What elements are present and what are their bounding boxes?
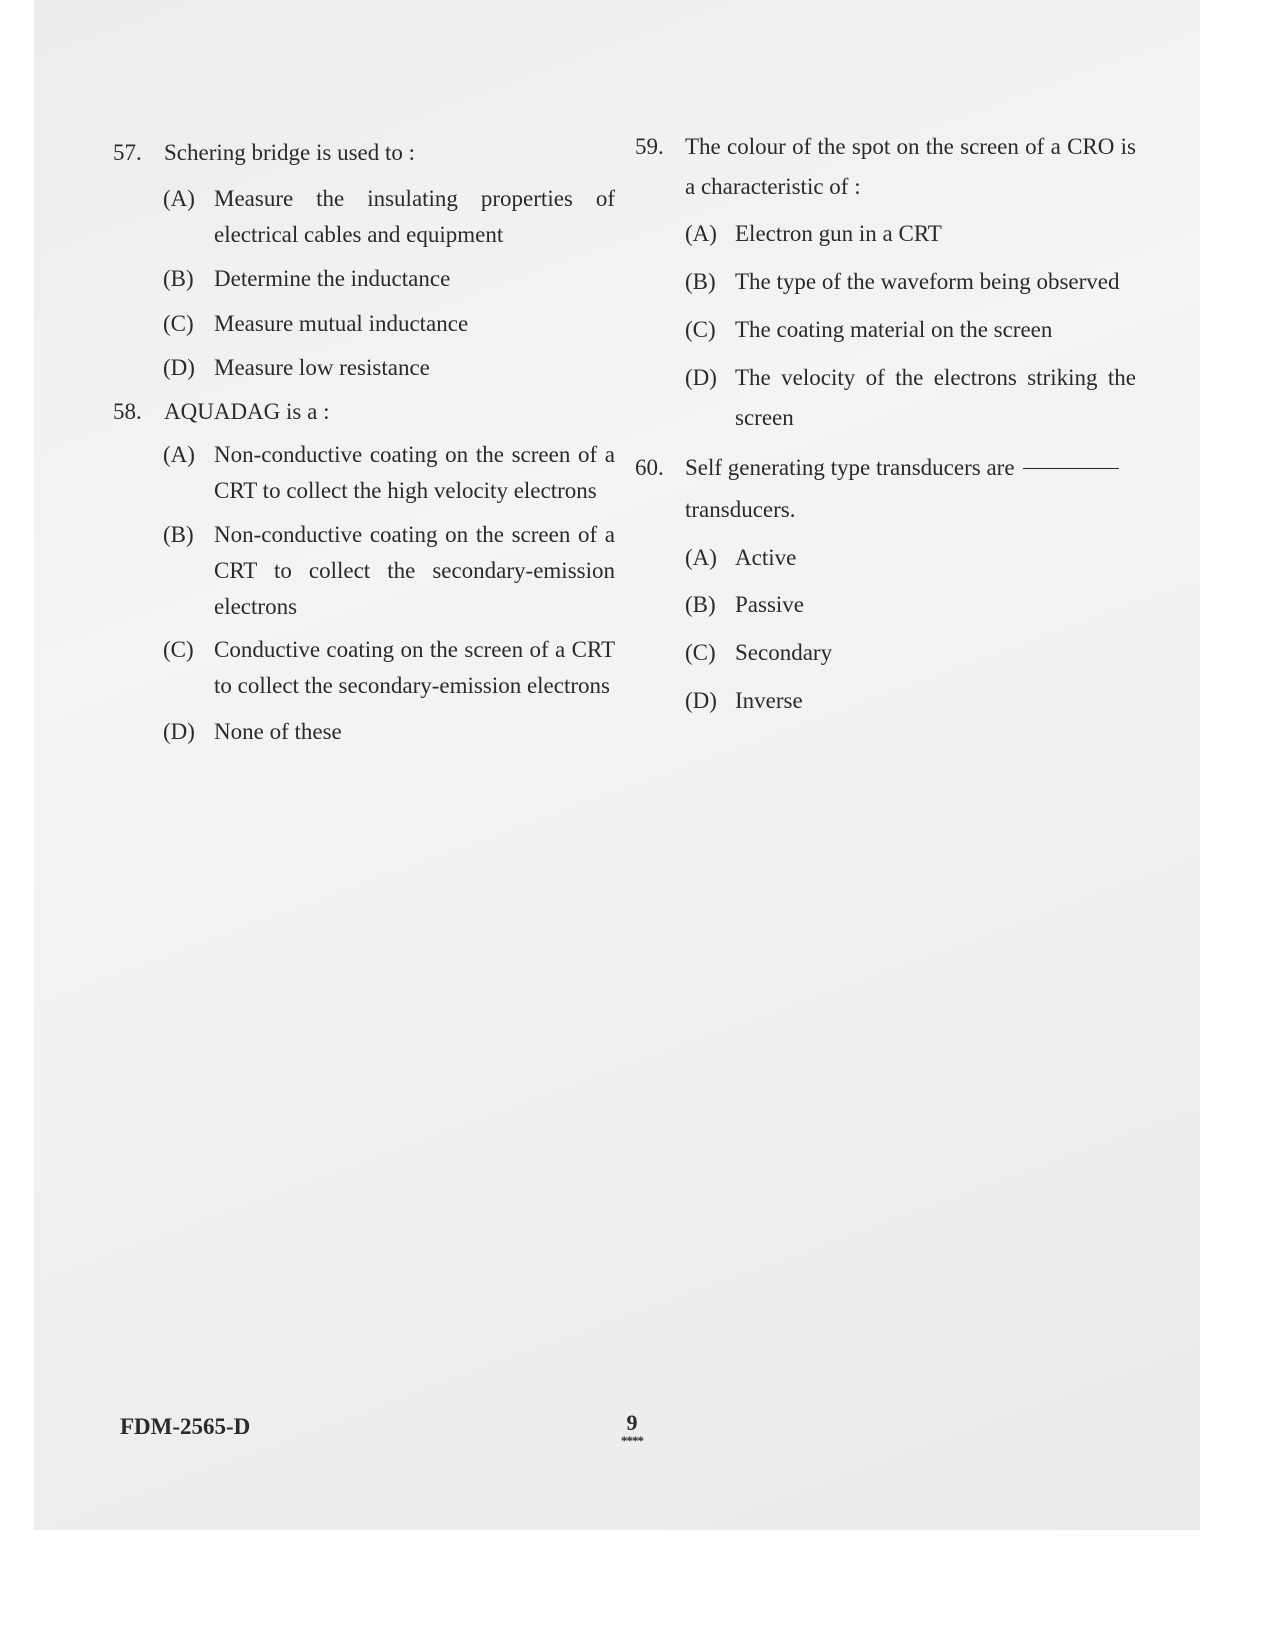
question-number: 60. xyxy=(635,455,664,480)
option-text-line: CRT to collect the secondary-emission xyxy=(214,558,615,583)
question-text: Schering bridge is used to : xyxy=(164,140,416,165)
option-text-line: to collect the secondary-emission electrons xyxy=(214,673,610,698)
option-label: (C) xyxy=(685,317,716,342)
option-label: (D) xyxy=(163,355,195,380)
question-text: The colour of the spot on the screen of a CRO is xyxy=(685,134,1136,159)
option-text: Active xyxy=(735,545,797,570)
option-label: (C) xyxy=(685,640,716,665)
question-text: Self generating type transducers are xyxy=(685,455,1015,480)
exam-page xyxy=(34,0,1200,1530)
option-text: Inverse xyxy=(735,688,803,713)
question-text-line: a characteristic of : xyxy=(685,174,861,199)
option-label: (C) xyxy=(163,637,194,662)
option-text: The coating material on the screen xyxy=(735,317,1053,342)
option-text: Measure the insulating properties of xyxy=(214,186,615,211)
option-text-line: electrical cables and equipment xyxy=(214,222,504,247)
option-label: (B) xyxy=(163,266,194,291)
option-text: Secondary xyxy=(735,640,833,665)
question-number: 57. xyxy=(113,140,142,165)
option-label: (B) xyxy=(685,592,716,617)
option-label: (A) xyxy=(685,545,717,570)
question-number: 59. xyxy=(635,134,664,159)
option-text-line: electrons xyxy=(214,594,298,619)
page-number: 9 xyxy=(626,1410,638,1435)
option-text: Electron gun in a CRT xyxy=(735,221,942,246)
option-text: None of these xyxy=(214,719,342,744)
fill-in-blank xyxy=(1023,468,1119,469)
option-label: (B) xyxy=(685,269,716,294)
option-text: The velocity of the electrons striking the xyxy=(735,365,1136,390)
option-text-line: CRT to collect the high velocity electrons xyxy=(214,478,597,503)
option-text: Determine the inductance xyxy=(214,266,451,291)
option-label: (D) xyxy=(685,365,717,390)
option-text: Measure low resistance xyxy=(214,355,430,380)
question-number: 58. xyxy=(113,399,142,424)
option-label: (D) xyxy=(163,719,195,744)
option-label: (A) xyxy=(163,442,195,467)
page-number-block xyxy=(600,1412,664,1448)
option-text: Conductive coating on the screen of a CRT xyxy=(214,637,615,662)
option-text-line: screen xyxy=(735,405,794,430)
question-text-line: transducers. xyxy=(685,497,796,522)
option-text: Non-conductive coating on the screen of a xyxy=(214,522,615,547)
option-label: (A) xyxy=(685,221,717,246)
option-label: (A) xyxy=(163,186,195,211)
question-text: AQUADAG is a : xyxy=(164,399,330,424)
option-label: (B) xyxy=(163,522,194,547)
option-label: (C) xyxy=(163,311,194,336)
option-text: Non-conductive coating on the screen of a xyxy=(214,442,615,467)
option-text: The type of the waveform being observed xyxy=(735,269,1120,294)
option-text: Measure mutual inductance xyxy=(214,311,469,336)
option-text: Passive xyxy=(735,592,804,617)
page-stars: **** xyxy=(621,1433,643,1448)
option-label: (D) xyxy=(685,688,717,713)
paper-code: FDM-2565-D xyxy=(120,1414,251,1439)
